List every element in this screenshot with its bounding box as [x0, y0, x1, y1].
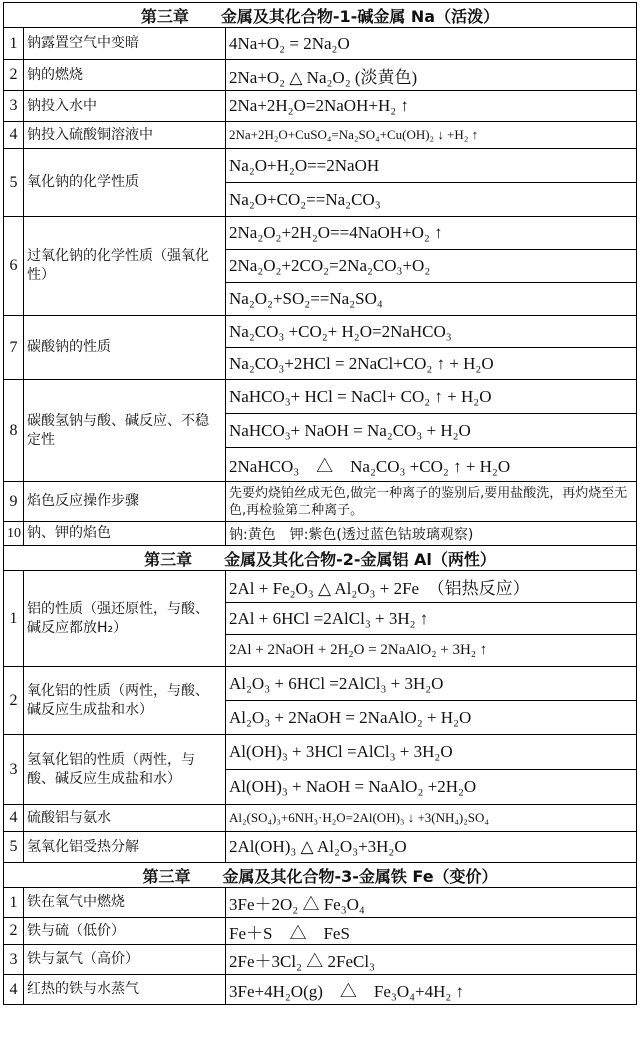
table-row	[4, 975, 637, 1005]
row-topic: 钠、钾的焰色	[24, 522, 226, 546]
row-topic: 焰色反应操作步骤	[24, 482, 226, 522]
row-topic: 过氧化钠的化学性质（强氧化性）	[24, 217, 226, 316]
row-number: 3	[4, 945, 24, 975]
equation: Na₂CO₃+2HCl = 2NaCl+CO₂ ↑ + H₂O	[226, 348, 637, 380]
table-row	[4, 316, 637, 348]
row-topic: 氧化铝的性质（两性，与酸、碱反应生成盐和水）	[24, 667, 226, 735]
row-number: 5	[4, 149, 24, 217]
row-number: 1	[4, 571, 24, 667]
row-number: 9	[4, 482, 24, 522]
table-row	[4, 28, 637, 60]
chemistry-reference-table	[3, 2, 637, 1005]
equation: 2Na₂O₂+2CO₂=2Na₂CO₃+O₂	[226, 250, 637, 283]
equation: 2Na+O₂ △ Na₂O₂ (淡黄色)	[226, 60, 637, 91]
equation: 2Al + Fe₂O₃ △ Al₂O₃ + 2Fe （铝热反应）	[226, 571, 637, 603]
equation: 2Fe＋3Cl₂ △ 2FeCl₃	[226, 945, 637, 975]
equation: 3Fe＋2O₂ △ Fe₃O₄	[226, 888, 637, 918]
row-topic: 氢氧化铝受热分解	[24, 832, 226, 863]
table-row	[4, 482, 637, 522]
row-number: 8	[4, 380, 24, 482]
equation: Al(OH)₃ + NaOH = NaAlO₂ +2H₂O	[226, 770, 637, 805]
section-header-al	[4, 546, 637, 571]
equation: Na₂CO₃ +CO₂+ H₂O=2NaHCO₃	[226, 316, 637, 348]
table-row	[4, 60, 637, 91]
row-topic: 钠投入水中	[24, 91, 226, 122]
row-topic: 硫酸铝与氨水	[24, 805, 226, 832]
equation: NaHCO₃+ NaOH = Na₂CO₃ + H₂O	[226, 414, 637, 448]
section-header-na	[4, 3, 637, 28]
table-row	[4, 217, 637, 250]
row-topic: 碳酸氢钠与酸、碱反应、不稳定性	[24, 380, 226, 482]
row-number: 4	[4, 122, 24, 149]
table-row	[4, 380, 637, 414]
table-row	[4, 945, 637, 975]
row-topic: 钠投入硫酸铜溶液中	[24, 122, 226, 149]
equation: 3Fe+4H₂O(g) △ Fe₃O₄+4H₂ ↑	[226, 975, 637, 1005]
equation: 2Al(OH)₃ △ Al₂O₃+3H₂O	[226, 832, 637, 863]
equation: Na₂O₂+SO₂==Na₂SO₄	[226, 283, 637, 316]
equation: 2Al + 2NaOH + 2H₂O = 2NaAlO₂ + 3H₂ ↑	[226, 635, 637, 667]
equation: Al₂(SO₄)₃+6NH₃·H₂O=2Al(OH)₃ ↓ +3(NH₄)₂SO₄	[226, 805, 637, 832]
note-text: 钠:黄色 钾:紫色(透过蓝色钴玻璃观察)	[226, 522, 637, 546]
row-number: 3	[4, 735, 24, 805]
table-row	[4, 122, 637, 149]
equation: 2Na+2H₂O=2NaOH+H₂ ↑	[226, 91, 637, 122]
row-number: 10	[4, 522, 24, 546]
table-row	[4, 832, 637, 863]
row-number: 5	[4, 832, 24, 863]
row-number: 1	[4, 888, 24, 918]
row-number: 2	[4, 60, 24, 91]
row-number: 4	[4, 805, 24, 832]
row-number: 3	[4, 91, 24, 122]
table-row	[4, 805, 637, 832]
table-row	[4, 149, 637, 183]
row-topic: 碳酸钠的性质	[24, 316, 226, 380]
section-header-fe	[4, 863, 637, 888]
row-number: 2	[4, 667, 24, 735]
table-row	[4, 522, 637, 546]
note-text: 先要灼烧铂丝成无色,做完一种离子的鉴别后,要用盐酸洗，再灼烧至无色,再检验第二种离子。	[226, 482, 637, 522]
table-row	[4, 571, 637, 603]
row-topic: 氢氧化铝的性质（两性，与酸、碱反应生成盐和水）	[24, 735, 226, 805]
table-row	[4, 888, 637, 918]
row-topic: 钠露置空气中变暗	[24, 28, 226, 60]
equation: 2NaHCO₃ △ Na₂CO₃ +CO₂ ↑ + H₂O	[226, 448, 637, 482]
row-topic: 铝的性质（强还原性，与酸、碱反应都放H₂）	[24, 571, 226, 667]
row-topic: 铁与氯气（高价）	[24, 945, 226, 975]
row-number: 6	[4, 217, 24, 316]
section-title: 第三章 金属及其化合物-3-金属铁 Fe（变价）	[4, 863, 637, 888]
table-row	[4, 91, 637, 122]
table-row	[4, 735, 637, 770]
equation: 4Na+O₂ = 2Na₂O	[226, 28, 637, 60]
row-number: 1	[4, 28, 24, 60]
equation: 2Na₂O₂+2H₂O==4NaOH+O₂ ↑	[226, 217, 637, 250]
row-topic: 氧化钠的化学性质	[24, 149, 226, 217]
equation: Na₂O+H₂O==2NaOH	[226, 149, 637, 183]
table-row	[4, 918, 637, 945]
row-number: 2	[4, 918, 24, 945]
row-topic: 红热的铁与水蒸气	[24, 975, 226, 1005]
equation: Al(OH)₃ + 3HCl =AlCl₃ + 3H₂O	[226, 735, 637, 770]
row-topic: 铁与硫（低价）	[24, 918, 226, 945]
row-topic: 铁在氧气中燃烧	[24, 888, 226, 918]
equation: Al₂O₃ + 2NaOH = 2NaAlO₂ + H₂O	[226, 701, 637, 735]
section-title: 第三章 金属及其化合物-2-金属铝 Al（两性）	[4, 546, 637, 571]
row-number: 4	[4, 975, 24, 1005]
equation: Al₂O₃ + 6HCl =2AlCl₃ + 3H₂O	[226, 667, 637, 701]
equation: 2Na+2H₂O+CuSO₄=Na₂SO₄+Cu(OH)₂ ↓ +H₂ ↑	[226, 122, 637, 149]
equation: Fe＋S △ FeS	[226, 918, 637, 945]
equation: 2Al + 6HCl =2AlCl₃ + 3H₂ ↑	[226, 603, 637, 635]
row-topic: 钠的燃烧	[24, 60, 226, 91]
section-title: 第三章 金属及其化合物-1-碱金属 Na（活泼）	[4, 3, 637, 28]
row-number: 7	[4, 316, 24, 380]
equation: NaHCO₃+ HCl = NaCl+ CO₂ ↑ + H₂O	[226, 380, 637, 414]
equation: Na₂O+CO₂==Na₂CO₃	[226, 183, 637, 217]
table-row	[4, 667, 637, 701]
